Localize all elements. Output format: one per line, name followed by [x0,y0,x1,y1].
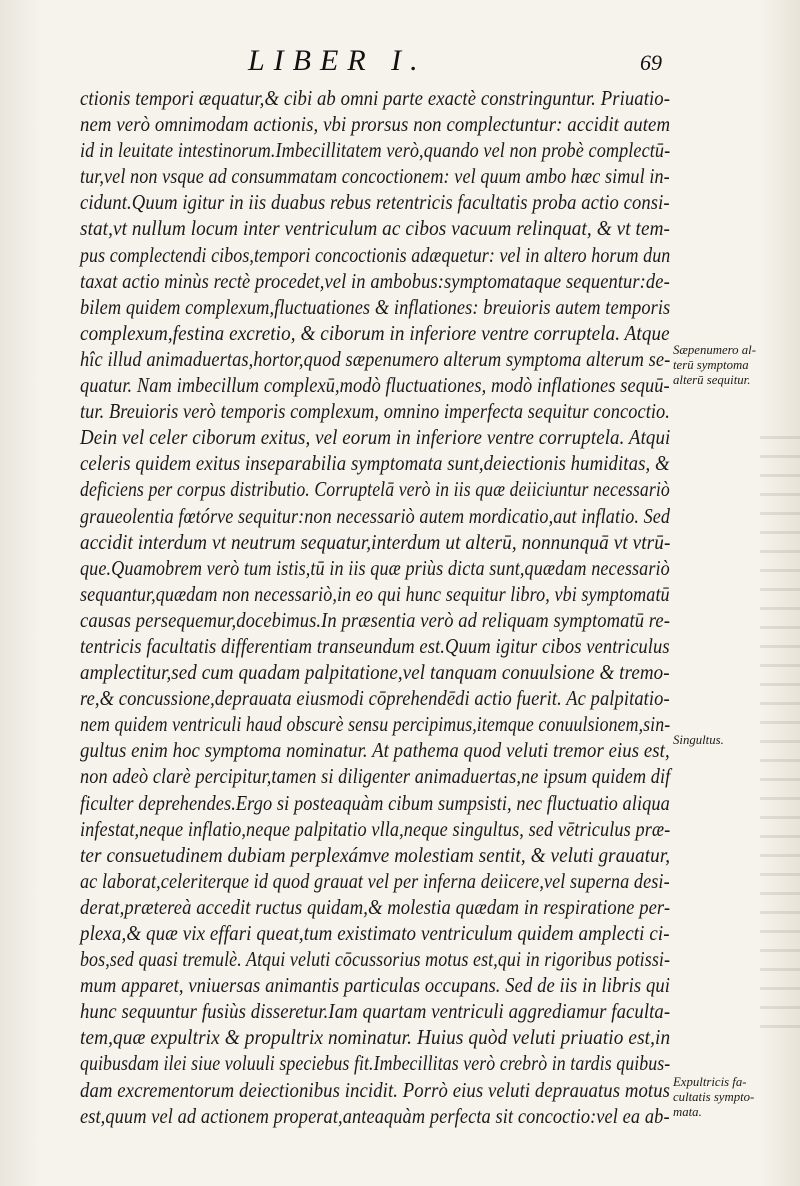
text-line: bos,sed quasi tremulè. Atqui veluti cōcussorius motus est,qui in rigoribus potissi- [80,949,671,972]
text-line: quatur. Nam imbecillum complexū,modò fluctuationes, modò inflationes sequū- [80,375,670,398]
text-line: causas persequemur,docebimus.In præsentia verò ad reliquam symptomatū re- [80,609,670,632]
margin-note-line: terū symptoma [673,357,749,372]
margin-note-line: Expultricis fa- [673,1074,747,1089]
text-line: infestat,neque inflatio,neque palpitatio vlla,neque singultus, sed vētriculus præ- [80,818,671,841]
text-line: derat,prætereà accedit ructus quidam,& molestia quædam in respiratione per- [80,896,671,919]
page-number: 69 [640,50,662,75]
text-line: dam excrementorum deiectionibus incidit. Porrò eius veluti deprauatus motus [80,1079,671,1102]
text-line: hîc illud animaduertas,hortor,quod sæpenumero alterum symptoma alterum se- [80,348,671,371]
margin-note-line: mata. [673,1104,702,1119]
text-line: bilem quidem complexum,fluctuationes & inflationes: breuioris autem temporis [80,296,671,319]
text-line: ctionis tempori æquatur,& cibi ab omni parte exactè constringuntur. Priuatio- [80,88,671,110]
margin-note-line: alterū sequitur. [673,372,751,387]
text-line: re,& concussione,deprauata eiusmodi cōprehendēdi actio fuerit. Ac palpitatio- [80,688,670,711]
text-line: tem,quæ expultrix & propultrix nominatur. Huius quòd veluti priuatio est,in [80,1027,671,1050]
text-line: plexa,& quæ vix effari queat,tum existimato ventriculum quidem amplecti ci- [80,923,670,945]
text-line: tentricis facultatis differentiam transeundum est.Quum igitur cibos ventriculus [80,635,670,658]
margin-note-saepenumero [673,342,793,387]
text-line: celeris quidem exitus inseparabilia symptomata sunt,deiectionis humiditas, & [80,453,670,476]
text-line: est,quum vel ad actionem properat,anteaquàm perfecta sit concoctio:vel ea ab- [80,1105,670,1128]
main-text-block [80,86,680,1130]
text-line: quibusdam ilei siue voluuli speciebus fit.Imbecillitas verò crebrò in tardis quibus- [80,1053,671,1076]
text-line: amplectitur,sed cum quadam palpitatione,vel tanquam conuulsione & tremo- [80,662,670,685]
margin-note-expultricis [673,1074,793,1119]
text-line: hunc sequuntur fusiùs disseretur.Iam quartam ventriculi aggrediamur faculta- [80,1001,671,1024]
text-line: tur. Breuioris verò temporis complexum, omnino imperfecta sequitur concoctio. [80,401,670,424]
running-head: LIBER I. [248,44,427,77]
text-line: pus complectendi cibos,tempori concoctionis adæquetur: vel in altero horum dun [80,244,671,267]
text-line: nem quidem ventriculi haud obscurè sensu percipimus,itemque conuulsionem,sin- [80,714,671,737]
text-line: complexum,festina excretio, & ciborum in inferiore ventre corruptela. Atque [80,322,670,345]
text-line: cidunt.Quum igitur in iis duabus rebus retentricis facultatis proba actio consi- [80,192,670,215]
text-line: non adeò clarè percipitur,tamen si diligenter animaduertas,ne ipsum quidem dif [80,766,671,789]
margin-note-line: cultatis sympto- [673,1089,755,1104]
text-line: tur,vel non vsque ad consummatam concoctionem: vel quum ambo hæc simul in- [80,166,670,189]
text-line: ficulter deprehendes.Ergo si posteaquàm cibum sumpsisti, nec fluctuatio aliqua [80,792,670,815]
text-line: nem verò omnimodam actionis, vbi prorsus non complectuntur: accidit autem [80,114,671,137]
text-line: Dein vel celer ciborum exitus, vel eorum in inferiore ventre corruptela. Atqui [80,427,671,450]
text-line: ac laborat,celeriterque id quod grauat vel per inferna deiicere,vel superna desi- [80,870,670,893]
text-line: ter consuetudinem dubiam perplexámve molestiam sentit, & veluti grauatur, [80,844,671,867]
page-header [0,40,800,80]
text-line: sequantur,quædam non necessariò,in eo qui hunc sequitur libro, vbi symptomatū [80,583,670,606]
text-line: stat,vt nullum locum inter ventriculum ac cibos vacuum relinquat, & vt tem- [80,218,671,241]
text-line: deficiens per corpus distributio. Corruptelā verò in iis quæ deiiciuntur necessariò [80,479,670,502]
margin-note-line: Singultus. [673,732,724,747]
show-through-shadow [760,420,800,1040]
text-line: taxat actio minùs rectè procedet,vel in ambobus:symptomataque sequentur:de- [80,270,670,293]
text-line: id in leuitate intestinorum.Imbecillitatem verò,quando vel non probè complectū- [80,140,671,163]
text-line: que.Quamobrem verò tum istis,tū in iis quæ priùs dicta sunt,quædam necessariò [80,557,670,580]
text-line: graueolentia fœtórve sequitur:non necessariò autem mordicatio,aut inflatio. Sed [80,505,671,528]
text-line: accidit interdum vt neutrum sequatur,interdum ut alterū, nonnunquā vt vtrū- [80,531,671,554]
text-line: mum apparet, vniuersas animantis particulas occupans. Sed de iis in libris qui [80,975,670,998]
margin-note-line: Sæpenumero al- [673,342,756,357]
text-line: gultus enim hoc symptoma nominatur. At pathema quod veluti tremor eius est, [80,740,670,763]
